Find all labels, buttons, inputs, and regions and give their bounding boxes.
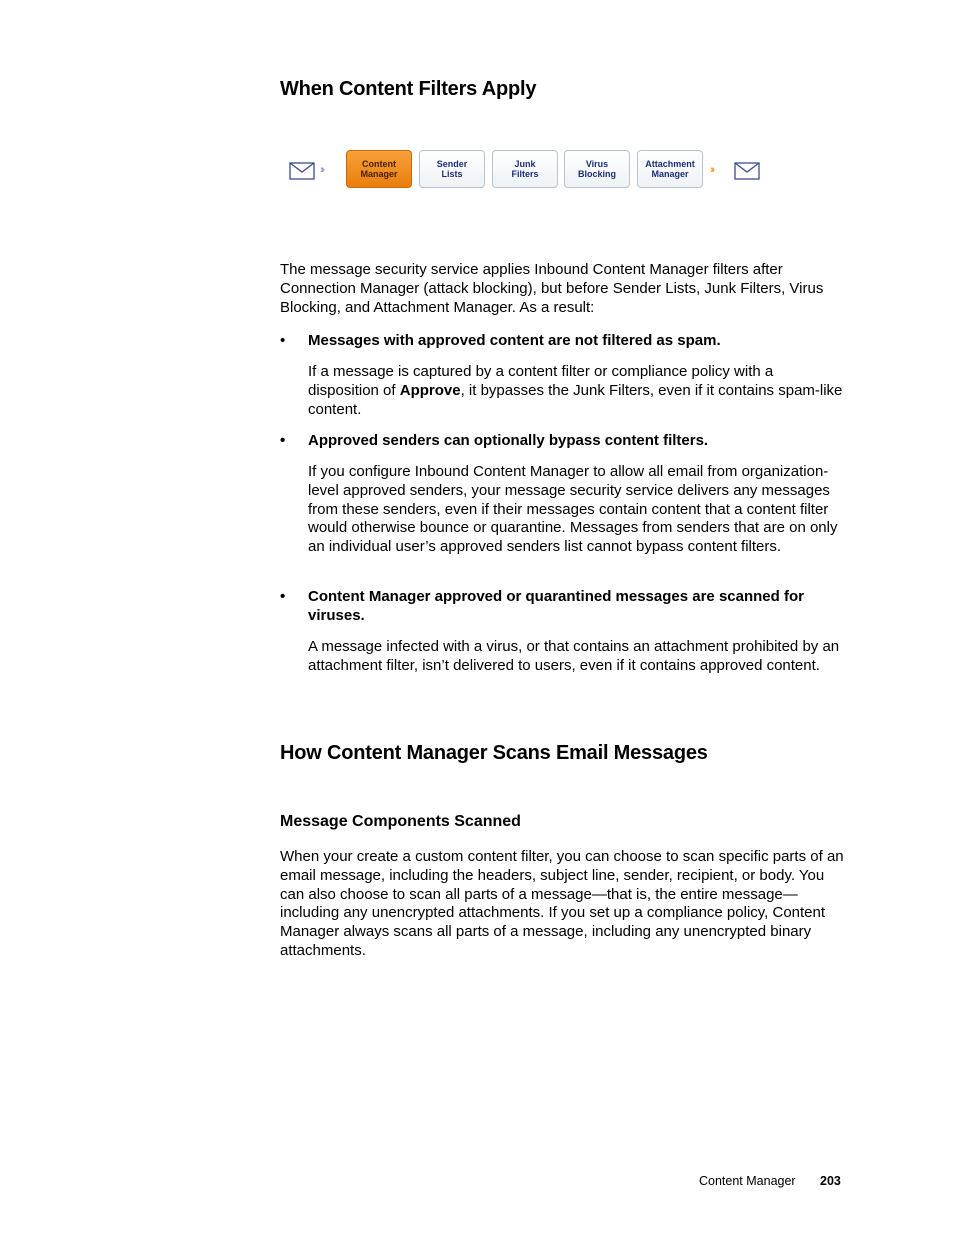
bullet-body: A message infected with a virus, or that contains an attachment prohibited by an attachment filter, isn’t delivered to users, even if it contains approved content. (308, 638, 840, 674)
step-junk-filters: Junk Filters (492, 150, 558, 188)
footer-page-number: 203 (820, 1174, 841, 1188)
components-paragraph: When your create a custom content filter, you can choose to scan specific parts of an email message, including the headers, subject line, sender, recipient, or body. You can also choose to scan all parts of a message—that is, the entire message—including any unencrypted attachments. If you set up a compliance policy, Content Manager always scans all parts of a message, including any unencrypted binary attachments. (280, 848, 844, 959)
bullet-body: If a message is captured by a content filter or compliance policy with a disposition of Approve, it bypasses the Junk Filters, even if it contains spam-like content. (308, 363, 843, 418)
bullet-symbol: • (280, 432, 286, 449)
step-virus-blocking: Virus Blocking (564, 150, 630, 188)
section-heading-when-content-filters-apply: When Content Filters Apply (280, 78, 537, 100)
bullet-title: Messages with approved content are not filtered as spam. (308, 332, 721, 349)
step-sender-lists: Sender Lists (419, 150, 485, 188)
bullet-title: Content Manager approved or quarantined messages are scanned for viruses. (308, 588, 804, 624)
bullet-body: If you configure Inbound Content Manager to allow all email from organization-level approved senders, your message security service delivers any messages from these senders, even if their messages contain content that a content filter would otherwise bounce or quarantine. Messages from senders that are on only an individual user’s approved senders list cannot bypass content filters. (308, 463, 838, 556)
section-heading-how-content-manager-scans: How Content Manager Scans Email Messages (280, 742, 708, 764)
step-attachment-manager: Attachment Manager (637, 150, 703, 188)
envelope-in-icon (289, 162, 315, 180)
bullet-title: Approved senders can optionally bypass content filters. (308, 432, 709, 449)
arrow-chevrons-icon: ››› (710, 164, 712, 176)
bullet-symbol: • (280, 332, 286, 349)
footer-section-name: Content Manager (699, 1174, 796, 1188)
bullet-symbol: • (280, 588, 286, 605)
filter-order-diagram (286, 150, 766, 192)
arrow-chevrons-icon: ››› (320, 164, 322, 176)
subheading-message-components: Message Components Scanned (280, 813, 521, 830)
envelope-out-icon (734, 162, 760, 180)
intro-paragraph: The message security service applies Inbound Content Manager filters after Connection Manager (attack blocking), but before Sender Lists, Junk Filters, Virus Blocking, and Attachment Manager. As a result: (280, 261, 824, 316)
step-content-manager: Content Manager (346, 150, 412, 188)
